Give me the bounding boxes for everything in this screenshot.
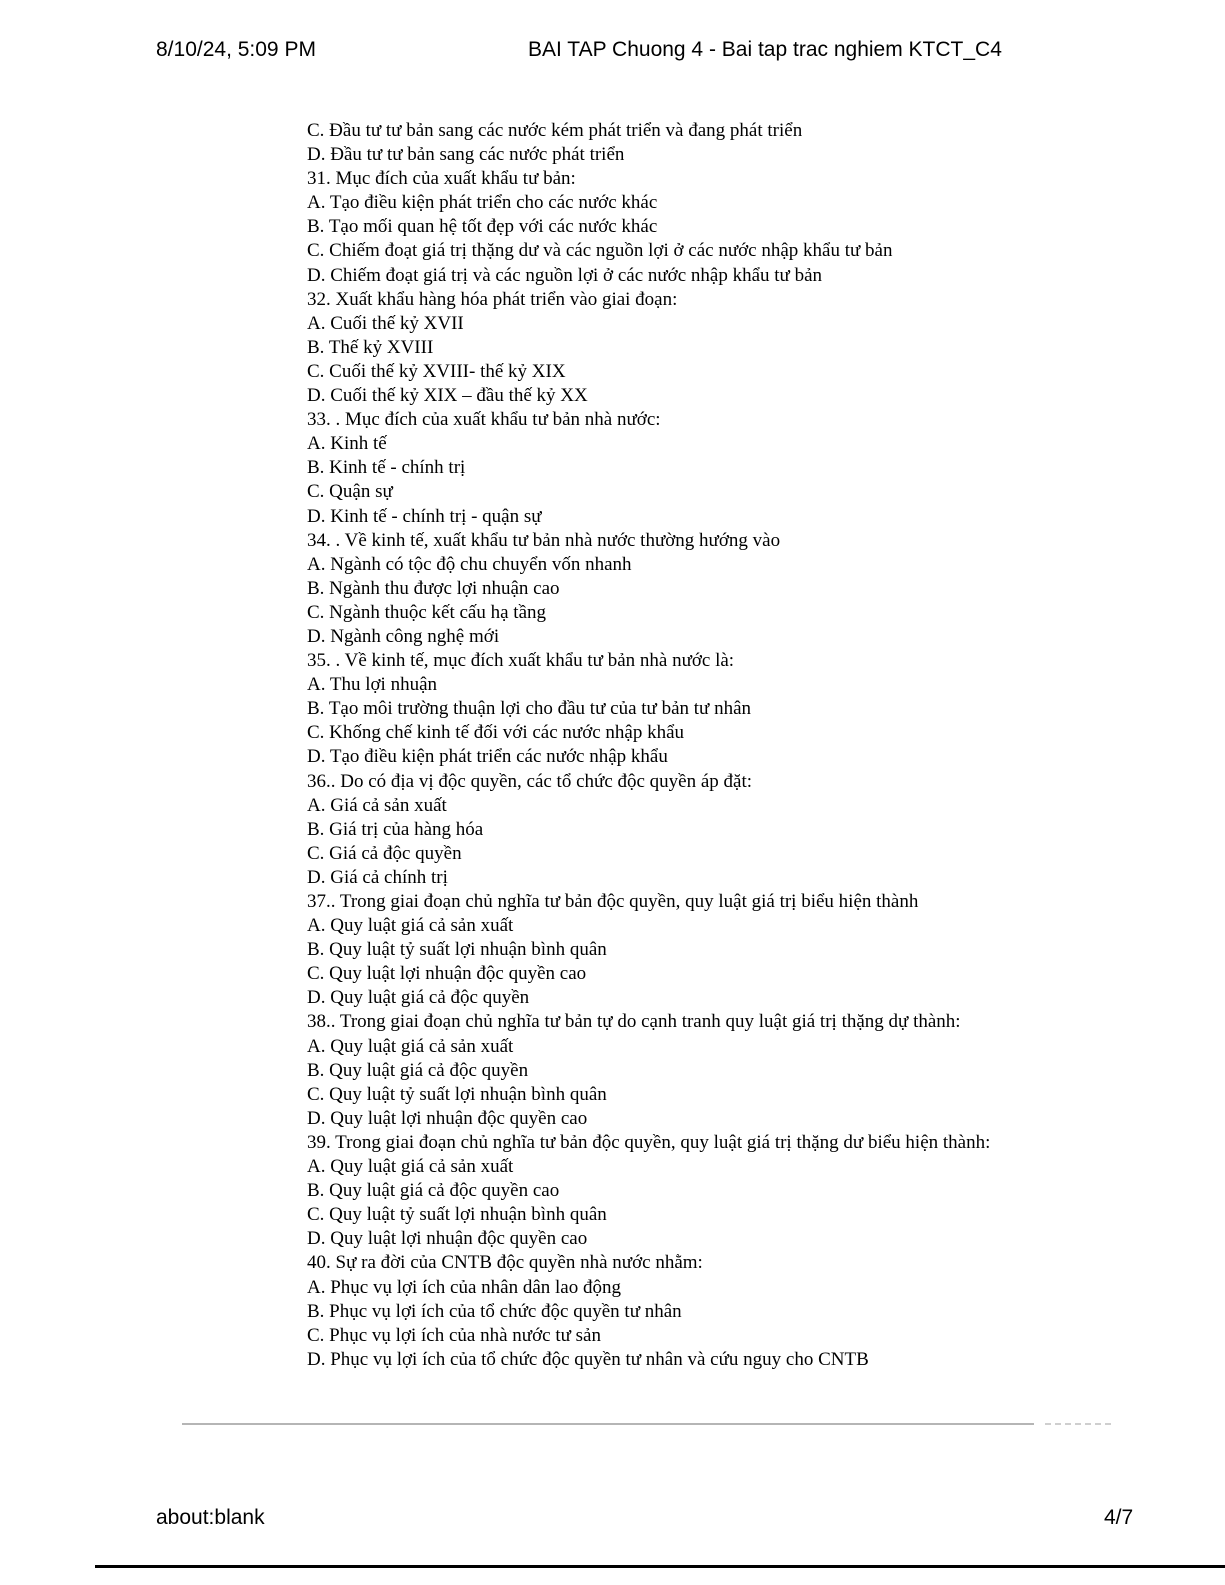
answer-option: C. Phục vụ lợi ích của nhà nước tư sản <box>307 1324 601 1346</box>
answer-option: C. Chiếm đoạt giá trị thặng dư và các nguồn lợi ở các nước nhập khẩu tư bản <box>307 240 893 262</box>
answer-option: D. Quy luật lợi nhuận độc quyền cao <box>307 1228 588 1250</box>
answer-option: D. Giá cả chính trị <box>307 866 448 888</box>
answer-option: A. Thu lợi nhuận <box>307 674 438 696</box>
answer-option: D. Cuối thế kỷ XIX – đầu thế kỷ XX <box>307 385 588 407</box>
answer-option: C. Ngành thuộc kết cấu hạ tầng <box>307 601 547 623</box>
answer-option: D. Quy luật lợi nhuận độc quyền cao <box>307 1107 588 1129</box>
answer-option: C. Đầu tư tư bản sang các nước kém phát triển và đang phát triển <box>307 120 803 141</box>
question-text: 38.. Trong giai đoạn chủ nghĩa tư bản tự do cạnh tranh quy luật giá trị thặng dự thành: <box>307 1011 961 1033</box>
answer-option: A. Ngành có tộc độ chu chuyển vốn nhanh <box>307 553 632 575</box>
question-text: 40. Sự ra đời của CNTB độc quyền nhà nước nhằm: <box>307 1252 703 1274</box>
print-footer-url: about:blank <box>156 1506 265 1529</box>
question-text: 31. Mục đích của xuất khẩu tư bản: <box>307 168 576 190</box>
answer-option: B. Quy luật giá cả độc quyền <box>307 1059 529 1081</box>
answer-option: C. Quy luật tỷ suất lợi nhuận bình quân <box>307 1204 607 1226</box>
print-header-title: BAI TAP Chuong 4 - Bai tap trac nghiem KTCT_C4 <box>528 38 1002 61</box>
question-text: 37.. Trong giai đoạn chủ nghĩa tư bản độc quyền, quy luật giá trị biểu hiện thành <box>307 891 919 912</box>
answer-option: D. Tạo điều kiện phát triển các nước nhập khẩu <box>307 746 668 768</box>
answer-option: A. Quy luật giá cả sản xuất <box>307 1156 514 1178</box>
answer-option: B. Kinh tế - chính trị <box>307 457 466 479</box>
answer-option: D. Ngành công nghệ mới <box>307 625 500 647</box>
answer-option: A. Phục vụ lợi ích của nhân dân lao động <box>307 1276 621 1298</box>
question-text: 33. . Mục đích của xuất khẩu tư bản nhà nước: <box>307 409 661 431</box>
answer-option: A. Cuối thế kỷ XVII <box>307 312 464 334</box>
answer-option: D. Quy luật giá cả độc quyền <box>307 987 530 1009</box>
page-divider <box>182 1423 1034 1425</box>
answer-option: A. Giá cả sản xuất <box>307 794 447 816</box>
answer-option: D. Chiếm đoạt giá trị và các nguồn lợi ở các nước nhập khẩu tư bản <box>307 264 823 286</box>
question-text: 34. . Về kinh tế, xuất khẩu tư bản nhà nước thường hướng vào <box>307 529 781 551</box>
answer-option: B. Quy luật tỷ suất lợi nhuận bình quân <box>307 939 607 961</box>
answer-option: D. Đầu tư tư bản sang các nước phát triển <box>307 144 625 166</box>
answer-option: C. Khống chế kinh tế đối với các nước nhập khẩu <box>307 722 685 744</box>
question-text: 35. . Về kinh tế, mục đích xuất khẩu tư bản nhà nước là: <box>307 650 735 672</box>
answer-option: A. Quy luật giá cả sản xuất <box>307 915 514 937</box>
answer-option: B. Quy luật giá cả độc quyền cao <box>307 1180 560 1202</box>
question-text: 32. Xuất khẩu hàng hóa phát triển vào giai đoạn: <box>307 288 678 310</box>
answer-option: B. Phục vụ lợi ích của tổ chức độc quyền tư nhân <box>307 1300 682 1322</box>
answer-option: C. Giá cả độc quyền <box>307 842 462 864</box>
answer-option: C. Quy luật tỷ suất lợi nhuận bình quân <box>307 1083 607 1105</box>
answer-option: B. Ngành thu được lợi nhuận cao <box>307 577 560 599</box>
answer-option: A. Kinh tế <box>307 433 387 455</box>
answer-option: C. Quận sự <box>307 481 393 503</box>
answer-option: D. Phục vụ lợi ích của tổ chức độc quyền tư nhân và cứu nguy cho CNTB <box>307 1348 869 1370</box>
question-list <box>307 118 1067 1371</box>
answer-option: C. Cuối thế kỷ XVIII- thế kỷ XIX <box>307 360 566 382</box>
page-divider-tail <box>1045 1423 1111 1425</box>
print-footer-page-number: 4/7 <box>1104 1506 1134 1529</box>
answer-option: A. Quy luật giá cả sản xuất <box>307 1035 514 1057</box>
answer-option: B. Giá trị của hàng hóa <box>307 818 484 840</box>
answer-option: B. Tạo mối quan hệ tốt đẹp với các nước khác <box>307 216 658 238</box>
answer-option: C. Quy luật lợi nhuận độc quyền cao <box>307 963 587 985</box>
answer-option: B. Tạo môi trường thuận lợi cho đầu tư của tư bản tư nhân <box>307 698 752 720</box>
answer-option: D. Kinh tế - chính trị - quận sự <box>307 505 542 527</box>
page-bottom-edge <box>95 1565 1225 1568</box>
question-text: 39. Trong giai đoạn chủ nghĩa tư bản độc quyền, quy luật giá trị thặng dư biểu hiện thành: <box>307 1131 991 1153</box>
print-header-datetime: 8/10/24, 5:09 PM <box>156 38 316 61</box>
question-text: 36.. Do có địa vị độc quyền, các tổ chức độc quyền áp đặt: <box>307 770 753 792</box>
answer-option: A. Tạo điều kiện phát triển cho các nước khác <box>307 192 658 214</box>
answer-option: B. Thế kỷ XVIII <box>307 336 434 358</box>
